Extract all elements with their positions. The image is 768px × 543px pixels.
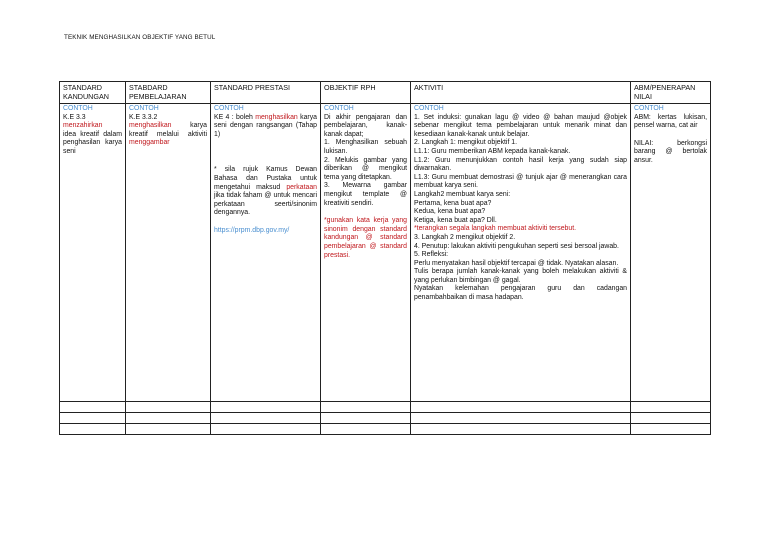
header-abm-nilai: ABM/PENERAPAN NILAI (631, 82, 711, 104)
blank-cell[interactable] (60, 413, 126, 424)
sk-code: K.E 3.3 (63, 113, 86, 121)
blank-cell[interactable] (211, 424, 321, 435)
content-row (60, 104, 711, 402)
blank-cell[interactable] (631, 402, 711, 413)
cell-standard-prestasi (211, 104, 321, 402)
blank-cell[interactable] (126, 402, 211, 413)
akt-line: 4. Penutup: lakukan aktiviti pengukuhan seperti sesi bersoal jawab. (414, 242, 619, 250)
blank-cell[interactable] (60, 424, 126, 435)
akt-line: 3. Langkah 2 mengikut objektif 2. (414, 233, 516, 241)
contoh-label: CONTOH (634, 105, 664, 112)
blank-cell[interactable] (631, 413, 711, 424)
header-aktiviti: AKTIVITI (411, 82, 631, 104)
document-title: TEKNIK MENGHASILKAN OBJEKTIF YANG BETUL (64, 34, 216, 41)
akt-line: L1.1: Guru memberikan ABM kepada kanak-kanak. (414, 147, 571, 155)
sp-code: K.E 3.3.2 (129, 113, 158, 121)
header-standard-pembelajaran: STABDARD PEMBELAJARAN (126, 82, 211, 104)
contoh-label: CONTOH (63, 105, 93, 112)
akt-line: 1. Set induksi: gunakan lagu @ video @ bahan maujud @objek sebenar mengikut tema pembelajaran untuk menarik minat dan kesediaan kanak-kanak untuk belajar. (414, 113, 627, 138)
sp-keyword-1: menghasilkan (129, 122, 172, 130)
header-standard-kandungan: STANDARD KANDUNGAN (60, 82, 126, 104)
akt-line: Tulis berapa jumlah kanak-kanak yang boleh melakukan aktiviti & yang perlukan bimbingan @ gagal. (414, 268, 627, 284)
spr-note (214, 166, 317, 218)
spr-keyword: menghasilkan (255, 113, 298, 121)
spr-note-a: * sila rujuk Kamus Dewan Bahasa dan Pustaka untuk mengetahui maksud (214, 166, 317, 191)
header-objektif-rph: OBJEKTIF RPH (321, 82, 411, 104)
sk-keyword: menzahirkan (63, 122, 103, 130)
blank-cell[interactable] (411, 402, 631, 413)
header-row (60, 82, 711, 104)
nilai-text: NILAI: berkongsi barang @ bertolak ansur. (634, 139, 707, 164)
blank-cell[interactable] (321, 413, 411, 424)
akt-red-note: *terangkan segala langkah membuat aktiviti tersebut. (414, 225, 577, 233)
cell-aktiviti (411, 104, 631, 402)
blank-cell[interactable] (411, 424, 631, 435)
spr-note-b: jika tidak faham @ untuk mencari perkataan seerti/sinonim dengannya. (214, 192, 317, 217)
blank-cell[interactable] (211, 413, 321, 424)
cell-standard-kandungan (60, 104, 126, 402)
contoh-label: CONTOH (214, 105, 244, 112)
blank-cell[interactable] (631, 424, 711, 435)
akt-line: L1.3: Guru membuat demostrasi @ tunjuk ajar @ menerangkan cara membuat karya seni. (414, 173, 627, 190)
spr-pre: KE 4 : boleh (214, 113, 253, 121)
contoh-label: CONTOH (414, 105, 444, 112)
sp-rest: karya kreatif melalui aktiviti (129, 122, 207, 138)
obj-item-1: 1. Menghasilkan sebuah lukisan. (324, 139, 407, 155)
akt-line: Pertama, kena buat apa? (414, 199, 492, 207)
akt-line: Nyatakan kelemahan pengajaran guru dan cadangan penambahbaikan di masa hadapan. (414, 285, 627, 302)
sp-text (129, 122, 207, 148)
sk-text: idea kreatif dalam penghasilan karya seni (63, 130, 122, 155)
akt-line: Ketiga, kena buat apa? Dll. (414, 216, 497, 224)
blank-row (60, 413, 711, 424)
abm-text: ABM: kertas lukisan, pensel warna, cat air (634, 113, 707, 130)
sp-keyword-2: menggambar (129, 139, 170, 147)
blank-row (60, 424, 711, 435)
akt-line: 5. Refleksi: (414, 251, 449, 259)
cell-objektif-rph (321, 104, 411, 402)
blank-cell[interactable] (321, 402, 411, 413)
rph-table (59, 81, 711, 435)
spr-text (214, 114, 317, 140)
blank-cell[interactable] (211, 402, 321, 413)
akt-line: L1.2: Guru menunjukkan contoh hasil kerja yang sudah siap diwarnakan. (414, 156, 627, 173)
blank-cell[interactable] (126, 424, 211, 435)
blank-row (60, 402, 711, 413)
prpm-link[interactable]: https://prpm.dbp.gov.my/ (214, 226, 290, 234)
contoh-label: CONTOH (324, 105, 354, 112)
akt-line: Perlu menyatakan hasil objektif tercapai @ tidak. Nyatakan alasan. (414, 259, 619, 267)
cell-standard-pembelajaran (126, 104, 211, 402)
blank-cell[interactable] (411, 413, 631, 424)
spr-note-keyword: perkataan (286, 183, 317, 191)
blank-cell[interactable] (126, 413, 211, 424)
akt-line: 2. Langkah 1: mengikut objektif 1. (414, 139, 518, 147)
blank-cell[interactable] (60, 402, 126, 413)
contoh-label: CONTOH (129, 105, 159, 112)
cell-abm-nilai (631, 104, 711, 402)
obj-note: *gunakan kata kerja yang sinonim dengan standard kandungan @ standard pembelajaran @ standard prestasi. (324, 217, 407, 259)
header-standard-prestasi: STANDARD PRESTASI (211, 82, 321, 104)
obj-item-2: 2. Melukis gambar yang diberikan @ mengikut tema yang ditetapkan. (324, 156, 407, 181)
obj-intro: Di akhir pengajaran dan pembelajaran, kanak-kanak dapat; (324, 113, 407, 138)
spr-post: karya seni dengan rangsangan (Tahap 1) (214, 113, 317, 138)
akt-line: Langkah2 membuat karya seni: (414, 190, 511, 198)
blank-cell[interactable] (321, 424, 411, 435)
obj-item-3: 3. Mewarna gambar mengikut template @ kreativiti sendiri. (324, 182, 407, 207)
akt-line: Kedua, kena buat apa? (414, 208, 486, 216)
